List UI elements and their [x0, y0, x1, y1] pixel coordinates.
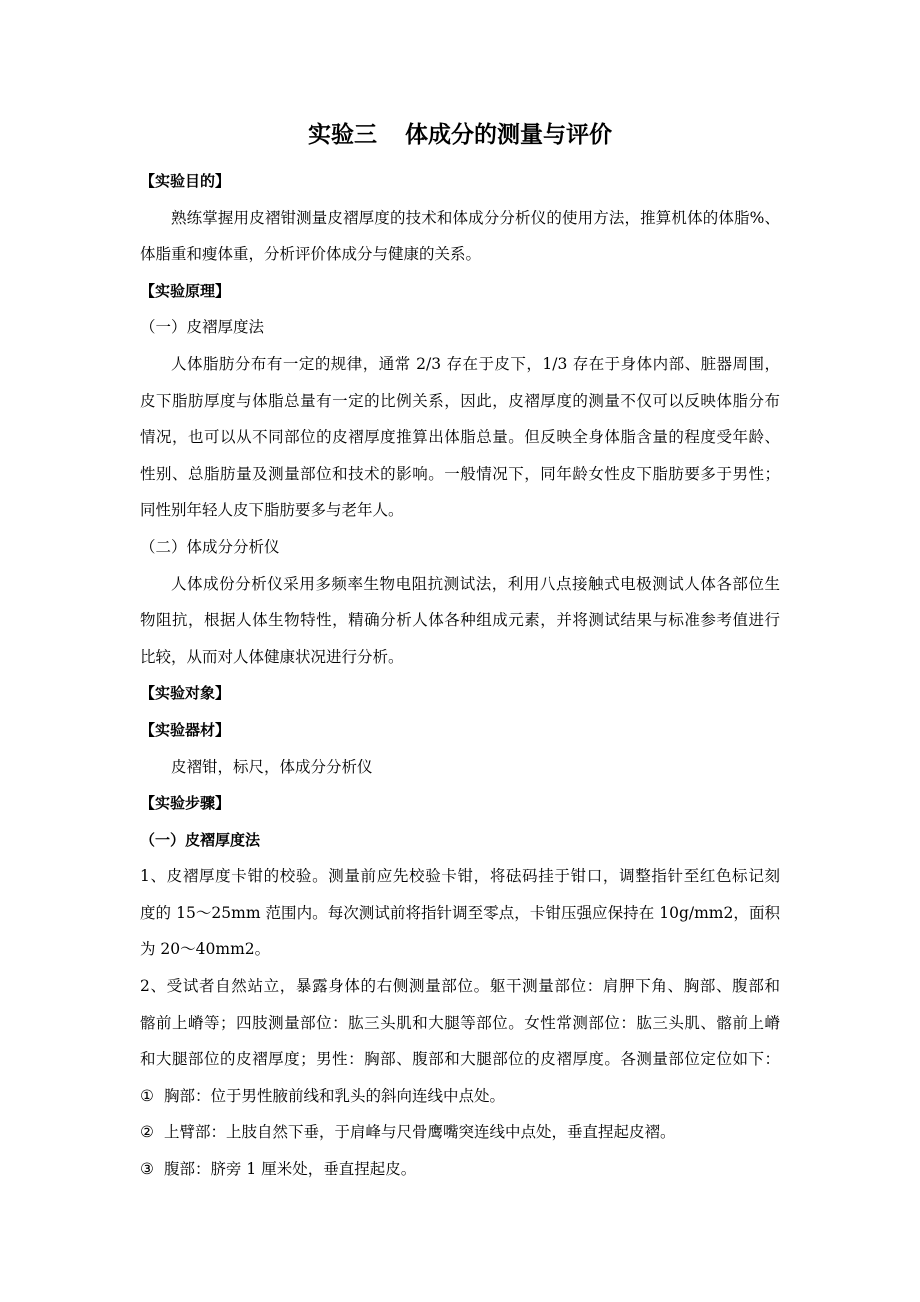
purpose-line-2: 体脂重和瘦体重，分析评价体成分与健康的关系。: [140, 245, 482, 264]
title-part-1: 实验三: [308, 122, 377, 148]
step1-line-2: 度的 15～25mm 范围内。每次测试前将指针调至零点，卡钳压强应保持在 10g/mm2，面积: [140, 903, 780, 922]
list-item: [140, 1114, 780, 1151]
page-title: [0, 118, 920, 152]
list-item-text: 胸部：位于男性腋前线和乳头的斜向连线中点处。: [164, 1086, 506, 1105]
list-item: [140, 1078, 780, 1115]
principle-1-line-1: 人体脂肪分布有一定的规律，通常 2/3 存在于皮下，1/3 存在于身体内部、脏器周围，: [171, 354, 780, 373]
list-item: [140, 1151, 780, 1188]
principle-subheading-1: （一）皮褶厚度法: [140, 318, 265, 337]
principle-1-line-5: 同性别年轻人皮下脂肪要多与老年人。: [140, 501, 404, 520]
document-body: [140, 163, 780, 1188]
list-item-text: 上臂部：上肢自然下垂，于肩峰与尺骨鹰嘴突连线中点处，垂直捏起皮褶。: [164, 1123, 676, 1142]
principle-1-line-3: 情况，也可以从不同部位的皮褶厚度推算出体脂总量。但反映全身体脂含量的程度受年龄、: [140, 428, 780, 447]
principle-2-line-2: 物阻抗，根据人体生物特性，精确分析人体各种组成元素，并将测试结果与标准参考值进行: [140, 611, 780, 630]
section-heading-purpose: 【实验目的】: [140, 172, 231, 190]
principle-2-line-3: 比较，从而对人体健康状况进行分析。: [140, 647, 404, 666]
step2-line-3: 和大腿部位的皮褶厚度；男性：胸部、腹部和大腿部位的皮褶厚度。各测量部位定位如下：: [140, 1050, 780, 1069]
step1-line-1: 1、皮褶厚度卡钳的校验。测量前应先校验卡钳，将砝码挂于钳口，调整指针至红色标记刻: [140, 867, 780, 886]
title-part-2: 体成分的测量与评价: [405, 122, 612, 148]
section-heading-principle: 【实验原理】: [140, 281, 231, 300]
section-heading-equipment: 【实验器材】: [140, 720, 231, 739]
step1-line-3: 为 20～40mm2。: [140, 940, 271, 959]
section-heading-subjects: 【实验对象】: [140, 684, 231, 703]
section-heading-steps: 【实验步骤】: [140, 794, 231, 813]
list-item-number: ②: [140, 1123, 154, 1142]
steps-subheading-1: （一）皮褶厚度法: [140, 830, 261, 849]
step2-line-1: 2、受试者自然站立，暴露身体的右侧测量部位。躯干测量部位：肩胛下角、胸部、腹部和: [140, 977, 780, 996]
purpose-line-1: 熟练掌握用皮褶钳测量皮褶厚度的技术和体成分分析仪的使用方法，推算机体的体脂%、: [171, 208, 780, 227]
step2-line-2: 髂前上嵴等；四肢测量部位：肱三头肌和大腿等部位。女性常测部位：肱三头肌、髂前上嵴: [140, 1013, 780, 1032]
principle-2-line-1: 人体成份分析仪采用多频率生物电阻抗测试法，利用八点接触式电极测试人体各部位生: [171, 574, 780, 593]
list-item-number: ①: [140, 1086, 154, 1105]
list-item-number: ③: [140, 1160, 154, 1179]
principle-subheading-2: （二）体成分分析仪: [140, 537, 280, 556]
list-item-text: 腹部：脐旁 1 厘米处，垂直捏起皮。: [164, 1160, 417, 1179]
equipment-text: 皮褶钳，标尺，体成分分析仪: [171, 757, 373, 776]
principle-1-line-4: 性别、总脂肪量及测量部位和技术的影响。一般情况下，同年龄女性皮下脂肪要多于男性；: [140, 464, 780, 483]
principle-1-line-2: 皮下脂肪厚度与体脂总量有一定的比例关系，因此，皮褶厚度的测量不仅可以反映体脂分布: [140, 391, 780, 410]
